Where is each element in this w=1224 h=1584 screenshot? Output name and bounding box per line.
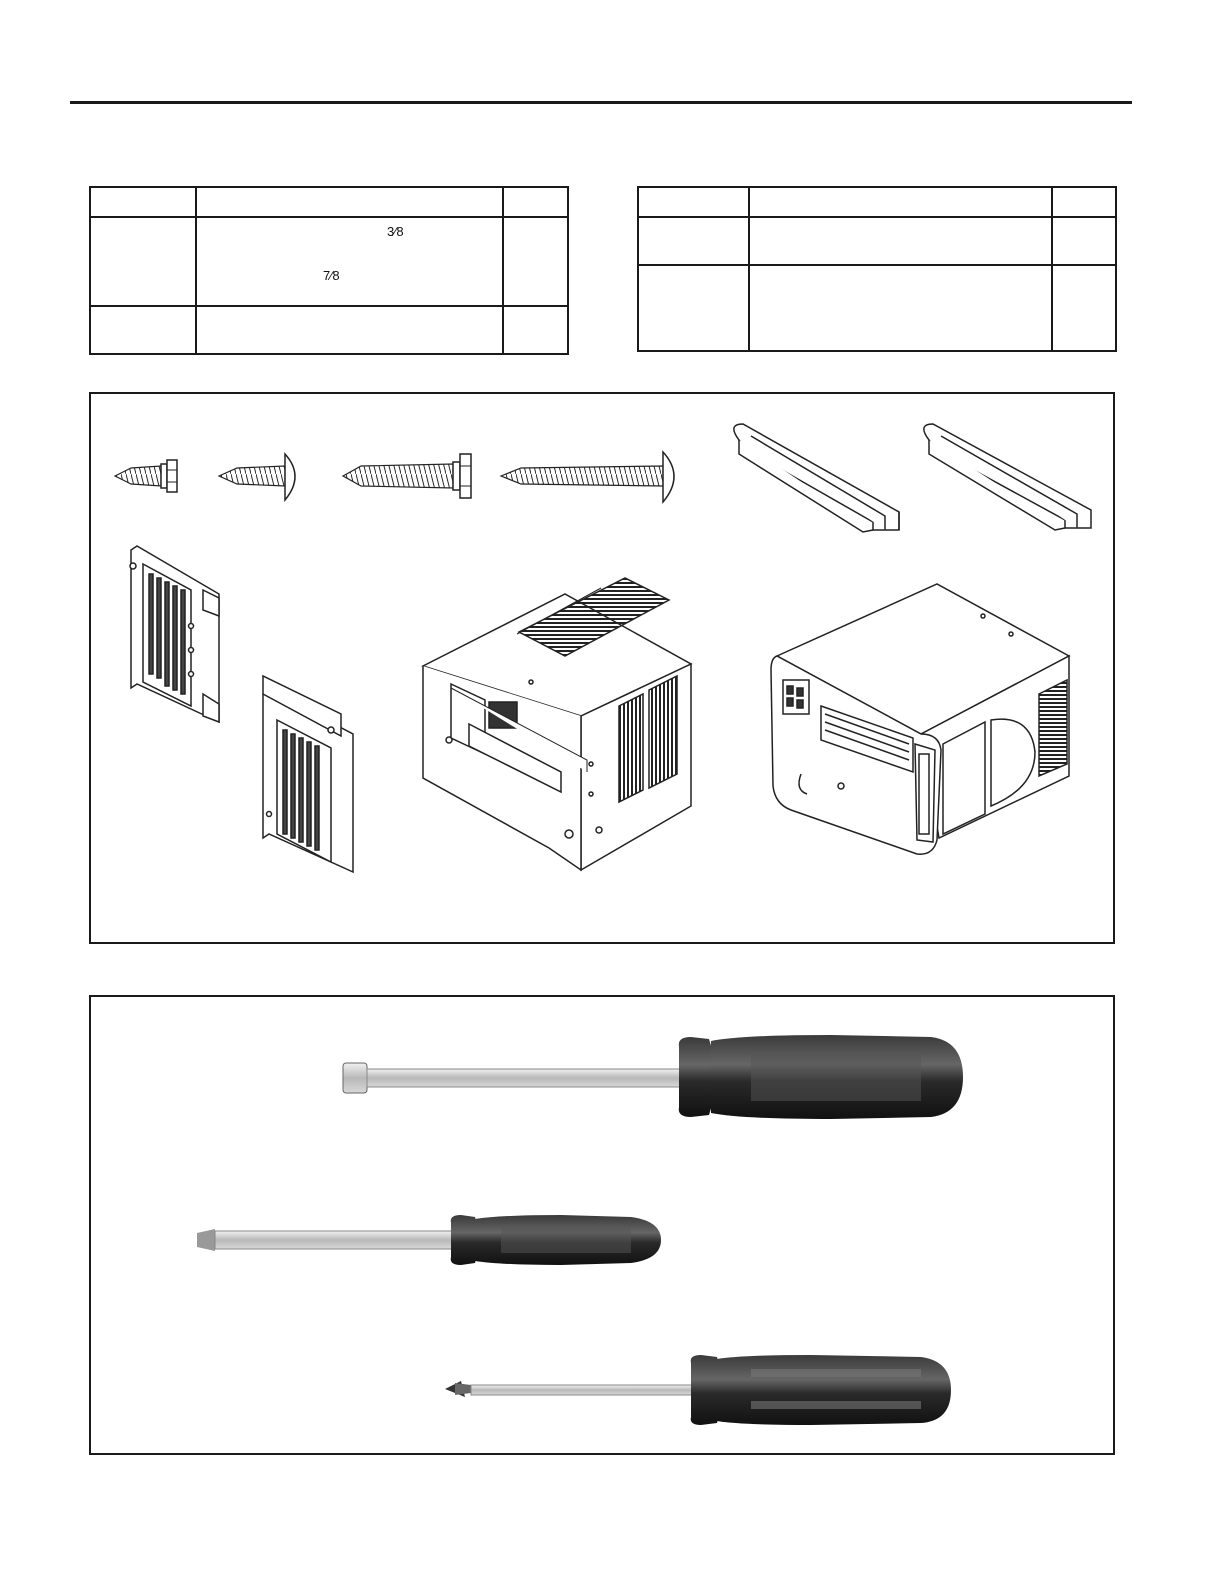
description-cell — [749, 265, 1052, 351]
side-curtain-right-icon — [263, 676, 353, 872]
nut-driver-icon — [343, 1035, 963, 1119]
table-row — [90, 217, 568, 306]
hex-head-screw-long-icon — [343, 454, 471, 498]
part-cell — [638, 217, 749, 265]
hex-head-screw-short-icon — [115, 460, 177, 492]
table-row — [638, 265, 1116, 351]
header-cell-part — [90, 187, 196, 217]
round-head-screw-long-icon — [501, 452, 674, 502]
table-header-row — [638, 187, 1116, 217]
description-cell — [196, 217, 503, 306]
header-cell-qty — [503, 187, 568, 217]
parts-table-left — [89, 186, 569, 355]
part-cell — [638, 265, 749, 351]
description-cell — [749, 217, 1052, 265]
round-head-screw-short-icon — [219, 454, 295, 500]
part-cell — [90, 306, 196, 354]
flat-blade-screwdriver-icon — [197, 1215, 661, 1265]
part-cell — [90, 217, 196, 306]
description-cell — [196, 306, 503, 354]
header-cell-description — [749, 187, 1052, 217]
cabinet-sleeve-icon — [423, 578, 691, 870]
header-rule — [70, 101, 1132, 104]
foam-strip-icon — [734, 424, 899, 532]
fraction-seven-eighths: 7⁄8 — [323, 268, 340, 283]
parts-table-right — [637, 186, 1117, 352]
header-cell-part — [638, 187, 749, 217]
qty-cell — [503, 306, 568, 354]
table-header-row — [90, 187, 568, 217]
hardware-panel — [89, 392, 1115, 944]
tools-panel — [89, 995, 1115, 1455]
air-conditioner-chassis-icon — [771, 584, 1069, 854]
side-curtain-left-icon — [130, 546, 219, 722]
table-row — [638, 217, 1116, 265]
table-row — [90, 306, 568, 354]
qty-cell — [503, 217, 568, 306]
qty-cell — [1052, 217, 1116, 265]
header-cell-description — [196, 187, 503, 217]
header-cell-qty — [1052, 187, 1116, 217]
phillips-screwdriver-icon — [445, 1355, 951, 1425]
qty-cell — [1052, 265, 1116, 351]
foam-strip-icon — [924, 424, 1091, 530]
fraction-three-eighths: 3⁄8 — [387, 224, 404, 239]
